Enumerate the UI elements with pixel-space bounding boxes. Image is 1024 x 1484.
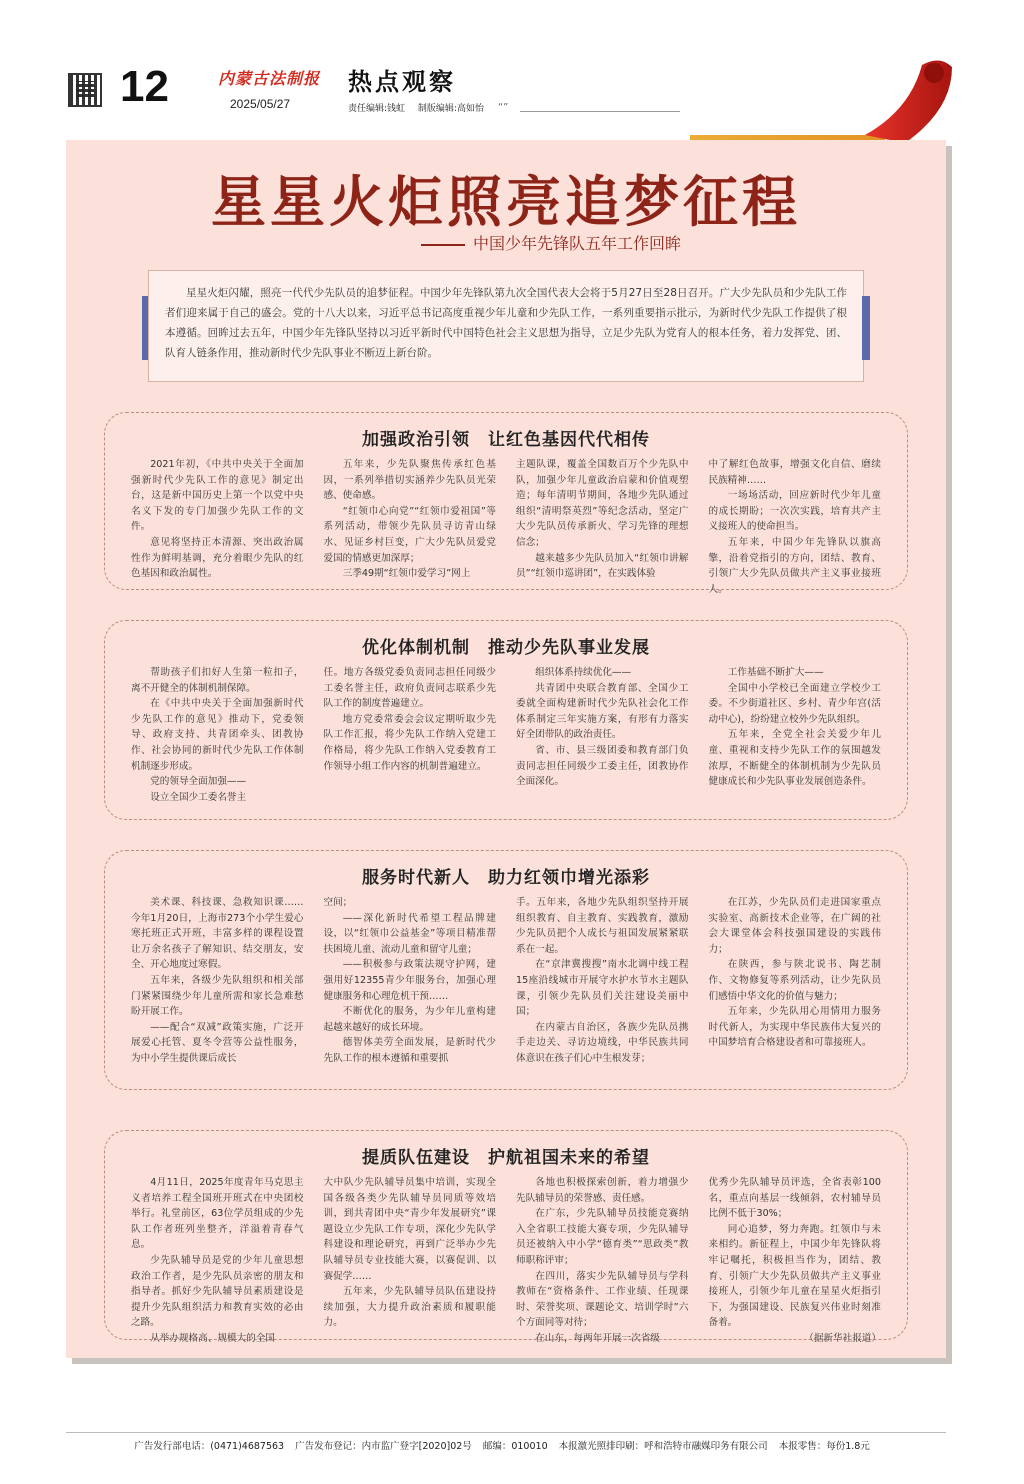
paragraph: ——积极参与政策法规守护网，建强用好12355青少年服务台，加强心理健康服务和心理危机干预…… — [323, 959, 496, 1002]
paragraph: 在陕西，参与陕北说书、陶艺制作、文物修复等系列活动，让少先队员们感悟中华文化的价值与魅力； — [708, 959, 881, 1002]
paragraph: 少先队辅导员是党的少年儿童思想政治工作者，是少先队员亲密的朋友和指导者。抓好少先队辅导员素质建设是提升少先队组织活力和教育实效的必由之路。 — [131, 1254, 304, 1329]
section-columns — [131, 895, 881, 1067]
editor-credits — [348, 101, 494, 114]
paragraph: 在“京津冀搜搜”南水北调中线工程15座沿线城市开展守水护水节水主题队课，引领少先队员们关注建设美丽中国； — [516, 959, 689, 1018]
paragraph: 手。五年来，各地少先队组织坚持开展组织教育、自主教育、实践教育，激励少先队员把个人成长与祖国发展紧紧联系在一起。 — [516, 897, 689, 955]
paragraph: 在《中共中央关于全面加强新时代少先队工作的意见》推动下，党委领导、政府支持、共青团牵头、团教协作、社会协同的新时代少先队工作体制机制逐步形成。 — [131, 698, 304, 772]
column — [324, 1175, 497, 1347]
paragraph: 美术课、科技课、急救知识课……今年1月20日，上海市273个小学生爱心寒托班正式开班，丰富多样的课程设置让万余名孩子了解知识、结交朋友，安全、开心地度过寒假。 — [131, 897, 304, 971]
column — [709, 457, 882, 597]
paragraph: 五年来，少先队辅导员队伍建设持续加强，大力提升政治素质和履职能力。 — [323, 1286, 496, 1329]
section-2 — [104, 620, 908, 820]
masthead-rule — [520, 111, 680, 112]
paragraph: 从举办规格高、规模大的全国 — [150, 1332, 275, 1344]
responsible-editor: 责任编辑:钱虹 — [348, 104, 406, 114]
paragraph: 三季49期“红领巾爱学习”网上 — [342, 568, 471, 580]
column — [131, 457, 304, 597]
column — [324, 457, 497, 597]
quote-mark: “” — [498, 102, 509, 113]
paper-name-logo: 内蒙古法制报 — [218, 69, 321, 88]
column — [516, 457, 689, 597]
column — [131, 895, 304, 1067]
column — [131, 665, 304, 805]
paragraph: 五年来，中国少年先锋队以旗高擎，沿着党指引的方向，团结、教育、引领广大少先队员做共产主义事业接班人。 — [708, 536, 881, 595]
paragraph: 五年来，全党全社会关爱少年儿童、重视和支持少先队工作的氛围越发浓厚，不断健全的体制机制为少先队员健康成长和少先队事业发展创造条件。 — [708, 729, 881, 788]
paragraph: 各地也积极探索创新，着力增强少先队辅导员的荣誉感、责任感。 — [516, 1177, 689, 1204]
retail-price: 本报零售：每份1.8元 — [778, 1441, 870, 1452]
column — [324, 895, 497, 1067]
masthead — [0, 0, 1024, 150]
paragraph: 在江苏，少先队员们走进国家重点实验室、高新技术企业等，在广阔的社会大课堂体会科技强国建设的实践伟力； — [708, 897, 881, 955]
section-title: 服务时代新人 助力红领巾增光添彩 — [362, 868, 650, 888]
paragraph: 优秀少先队辅导员评选，全省表彰100名，重点向基层一线倾斜，农村辅导员比例不低于30%； — [708, 1177, 881, 1220]
paragraph: 省、市、县三级团委和教育部门负责同志担任同级少工委主任，团教协作全面深化。 — [516, 744, 689, 788]
paragraph: 五年来，各级少先队组织和相关部门紧紧围绕少年儿童所需和家长急难愁盼开展工作。 — [131, 974, 304, 1018]
paragraph: 五年来，少先队聚焦传承红色基因，一系列举措切实涵养少先队员光荣感、使命感。 — [323, 459, 496, 502]
section-columns — [131, 665, 881, 805]
page-footer — [66, 1438, 946, 1452]
column — [131, 1175, 304, 1347]
paragraph: 空间； — [323, 897, 353, 908]
printer: 本报激光照排印刷：呼和浩特市融媒印务有限公司 — [558, 1441, 768, 1452]
article-subtitle — [66, 231, 946, 254]
paragraph: 地方党委常委会会议定期听取少先队工作汇报，将少先队工作纳入党建工作格局，将少先队工作纳入党委教育工作领导小组工作内容的机制普遍建立。 — [323, 713, 496, 772]
scroll-decoration-icon — [690, 55, 955, 145]
paragraph: 2021年初，《中共中央关于全面加强新时代少先队工作的意见》制定出台，这是新中国历史上第一个以党中央名义下发的专门加强少先队工作的文件。 — [131, 459, 304, 533]
paragraph: 不断优化的服务，为少年儿童构建起越来越好的成长环境。 — [323, 1006, 496, 1033]
lead-right-bar — [862, 296, 870, 360]
qr-code-icon — [68, 73, 102, 107]
paragraph: ——配合“双减”政策实施，广泛开展爱心托管、夏冬令营等公益性服务，为中小学生提供课后成长 — [131, 1021, 304, 1064]
paragraph: “红领巾心向党”“红领巾爱祖国”等系列活动，带领少先队员寻访青山绿水、见证乡村巨变，广大少先队员爱党爱国的情感更加深厚； — [323, 505, 496, 564]
paragraph: 全国中小学校已全面建立学校少工委。不少街道社区、乡村、青少年宫(活动中心)，纷纷建立校外少先队组织。 — [708, 682, 881, 725]
paragraph: 越来越多少先队员加入“红领巾讲解员”“红领巾巡讲团”，在实践体验 — [516, 552, 689, 580]
column — [516, 1175, 689, 1347]
paragraph: 同心追梦，努力奔跑。红领巾与未来相约。新征程上，中国少年先锋队将牢记嘱托，积极担当作为，团结、教育、引领广大少先队员做共产主义事业接班人，引领少年儿童在星星火炬指引下，为强国建设、民族复兴伟业时刻准备着。 — [708, 1223, 881, 1329]
column — [709, 1175, 882, 1347]
section-1 — [104, 412, 908, 595]
paragraph: 中了解红色故事，增强文化自信、磨续民族精神…… — [708, 459, 881, 486]
footer-rule — [66, 1432, 946, 1433]
column — [709, 895, 882, 1067]
paragraph: 在山东，每两年开展一次省级 — [535, 1332, 660, 1344]
ad-phone: 广告发行部电话：(0471)4687563 — [134, 1441, 285, 1452]
article-panel — [66, 140, 946, 1358]
article-lead: 星星火炬闪耀，照亮一代代少先队员的追梦征程。中国少年先锋队第九次全国代表大会将于5月27日至28日召开。广大少先队员和少先队工作者们迎来属于自己的盛会。党的十八大以来，习近平总书记高度重视少年儿童和少先队工作，一系列重要指示批示，为新时代少先队工作提供了根本遵循。回眸过去五年，中国少年先锋队坚持以习近平新时代中国特色社会主义思想为指导，立足少先队为党育人的根本任务，着力发挥党、团、队育人链条作用，推动新时代少先队事业不断迈上新台阶。 — [148, 270, 864, 382]
article-title: 星星火炬照亮追梦征程 — [210, 169, 801, 234]
section-title: 优化体制机制 推动少先队事业发展 — [362, 638, 650, 658]
paragraph: 任。地方各级党委负责同志担任同级少工委名誉主任，政府负责同志联系少先队工作的制度普遍建立。 — [323, 667, 496, 710]
paragraph: 共青团中央联合教育部、全国少工委就全面构建新时代少先队社会化工作体系制定三年实施方案，有形有力落实好全团带队的政治责任。 — [516, 682, 689, 741]
paragraph: 在广东，少先队辅导员技能竞赛纳入全省职工技能大赛专项，少先队辅导员还被纳入中小学“德育类”“思政类”教师职称评审； — [516, 1208, 689, 1266]
section-columns — [131, 1175, 881, 1347]
section-3 — [104, 850, 908, 1090]
section-title: 加强政治引领 让红色基因代代相传 — [362, 430, 650, 450]
paragraph: 五年来，少先队用心用情用力服务时代新人，为实现中华民族伟大复兴的中国梦培育合格建设者和可靠接班人。 — [708, 1006, 881, 1049]
ad-license: 广告发布登记：内市监广登字[2020]02号 — [295, 1441, 472, 1452]
paragraph: 意见将坚持正本清源、突出政治属性作为鲜明基调，充分着眼少先队的红色基因和政治属性。 — [131, 536, 304, 580]
article-byline: （据新华社报道） — [804, 1332, 881, 1344]
paragraph: 一场场活动，回应新时代少年儿童的成长期盼；一次次实践，培育共产主义接班人的使命担当。 — [708, 490, 881, 533]
section-name: 热点观察 — [348, 67, 456, 96]
paragraph: ——深化新时代希望工程品牌建设，以“红领巾公益基金”等项目精准帮扶困境儿童、流动儿童和留守儿童； — [323, 912, 496, 955]
subtitle-dash — [421, 244, 465, 246]
paragraph: 组织体系持续优化—— — [535, 667, 632, 678]
layout-editor: 制版编辑:高如怡 — [417, 104, 484, 114]
paragraph: 党的领导全面加强—— — [150, 776, 247, 788]
section-4 — [104, 1130, 908, 1344]
paragraph: 大中队少先队辅导员集中培训，实现全国各级各类少先队辅导员同质等效培训，到共青团中央“青少年发展研究”课题设立少先队工作专项，深化少先队学科建设和理论研究，再到广泛举办少先队辅导员专业技能大赛，以赛促训、以赛促学…… — [323, 1177, 496, 1282]
section-columns — [131, 457, 881, 597]
column — [709, 665, 882, 805]
paragraph: 德智体美劳全面发展，是新时代少先队工作的根本遵循和重要抓 — [323, 1037, 496, 1064]
paragraph: 主题队课，覆盖全国数百万个少先队中队，加强少年儿童政治启蒙和价值观塑造；每年清明节期间，各地少先队通过组织“清明祭英烈”等纪念活动，坚定广大少先队员传承新火、学习先锋的理想信念； — [516, 459, 689, 548]
issue-date: 2025/05/27 — [230, 97, 291, 111]
subtitle-text: 中国少年先锋队五年工作回眸 — [472, 234, 681, 253]
postcode: 邮编：010010 — [482, 1441, 548, 1452]
paragraph: 4月11日，2025年度青年马克思主义者培养工程全国班开班式在中央团校举行。礼堂前区，63位学员组成的少先队工作者班列坐整齐，洋溢着青春气息。 — [131, 1177, 304, 1251]
paragraph: 在四川，落实少先队辅导员与学科教师在“资格条件、工作业绩、任现课时、荣誉奖项、课题论文、培训学时”六个方面同等对待； — [516, 1270, 689, 1329]
section-title: 提质队伍建设 护航祖国未来的希望 — [362, 1148, 650, 1168]
paragraph: 工作基础不断扩大—— — [727, 667, 824, 678]
paragraph: 设立全国少工委名誉主 — [150, 791, 247, 803]
column — [516, 665, 689, 805]
column — [324, 665, 497, 805]
page-number: 12 — [120, 62, 169, 111]
column — [516, 895, 689, 1067]
paragraph: 在内蒙古自治区，各族少先队员携手走边关、寻访边境线，中华民族共同体意识在孩子们心中生根发芽； — [516, 1021, 689, 1064]
paragraph: 帮助孩子们扣好人生第一粒扣子，离不开健全的体制机制保障。 — [131, 667, 304, 694]
